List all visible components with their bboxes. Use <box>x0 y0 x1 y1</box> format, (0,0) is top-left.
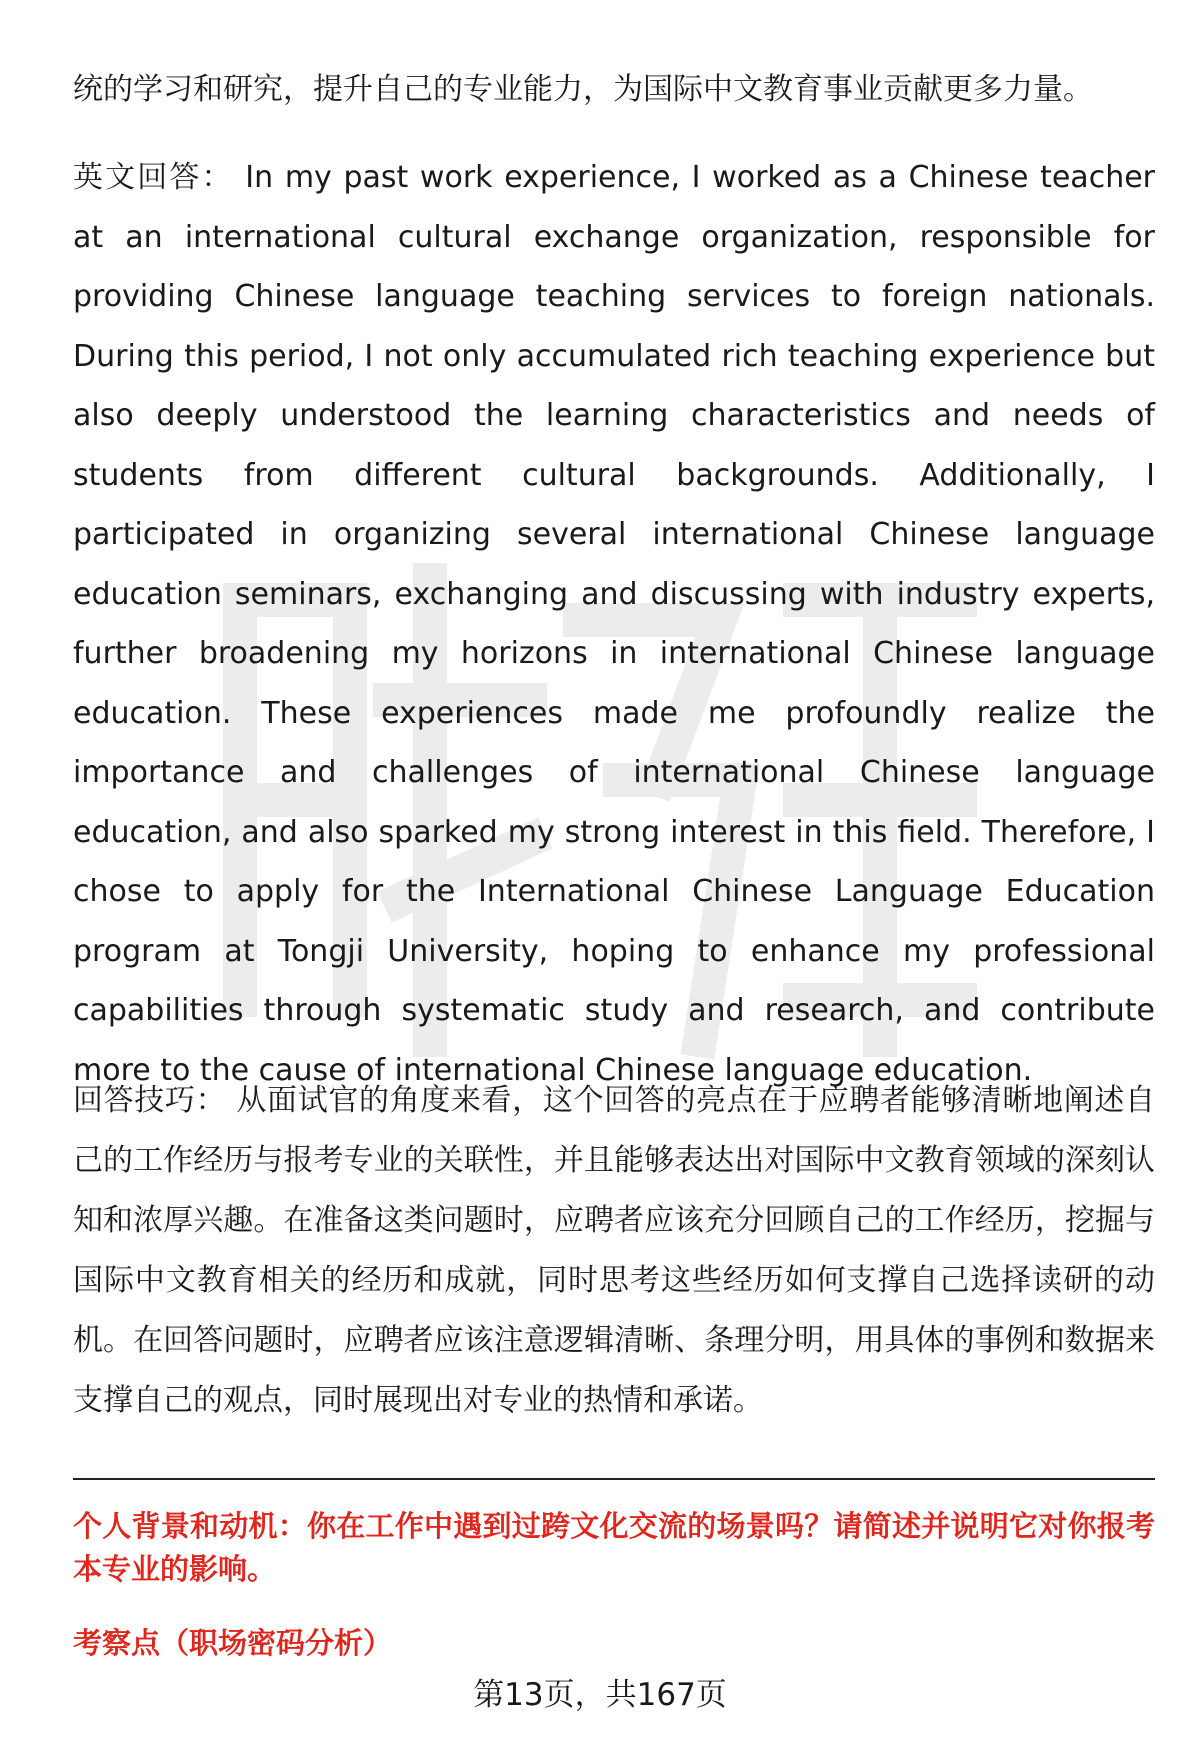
answer-tip-text: 从面试官的角度来看，这个回答的亮点在于应聘者能够清晰地阐述自己的工作经历与报考专业的关联性，并且能够表达出对国际中文教育领域的深刻认知和浓厚兴趣。在准备这类问题时，应聘者应该充分回顾自己的工作经历，挖掘与国际中文教育相关的经历和成就，同时思考这些经历如何支撑自己选择读研的动机。在回答问题时，应聘者应该注意逻辑清晰、条理分明，用具体的事例和数据来支撑自己的观点，同时展现出对专业的热情和承诺。 <box>73 1083 1156 1418</box>
continuation-paragraph <box>73 60 1155 120</box>
answer-tip-label: 回答技巧： <box>73 1083 227 1118</box>
english-answer-label: 英文回答： <box>73 160 234 195</box>
english-answer-paragraph <box>73 148 1155 1100</box>
page-number-label: 第13页，共167页 <box>473 1677 727 1713</box>
assessment-points-heading: 考察点（职场密码分析） <box>73 1626 393 1660</box>
continuation-text: 统的学习和研究，提升自己的专业能力，为国际中文教育事业贡献更多力量。 <box>73 72 1093 107</box>
english-answer-text: In my past work experience, I worked as a Chinese teacher at an international cultural exchange organization, responsible for providing Chinese language teaching services to foreign nationals. During this period, I not only accumulated rich teaching experience but also deeply understood the learning characteristics and needs of students from different cultural backgrounds. Additionally, I participated in organizing several international Chinese language education seminars, exchanging and discussing with industry experts, further broadening my horizons in international Chinese language education. These experiences made me profoundly realize the importance and challenges of international Chinese language education, and also sparked my strong interest in this field. Therefore, I chose to apply for the International Chinese Language Education program at Tongji University, hoping to enhance my professional capabilities through systematic study and research, and contribute more to the cause of international Chinese language education. <box>73 160 1155 1088</box>
section-divider <box>73 1478 1155 1480</box>
answer-tip-paragraph <box>73 1071 1155 1431</box>
question-heading: 个人背景和动机：你在工作中遇到过跨文化交流的场景吗？请简述并说明它对你报考本专业的影响。 <box>73 1509 1155 1586</box>
page-footer <box>0 1673 1200 1717</box>
